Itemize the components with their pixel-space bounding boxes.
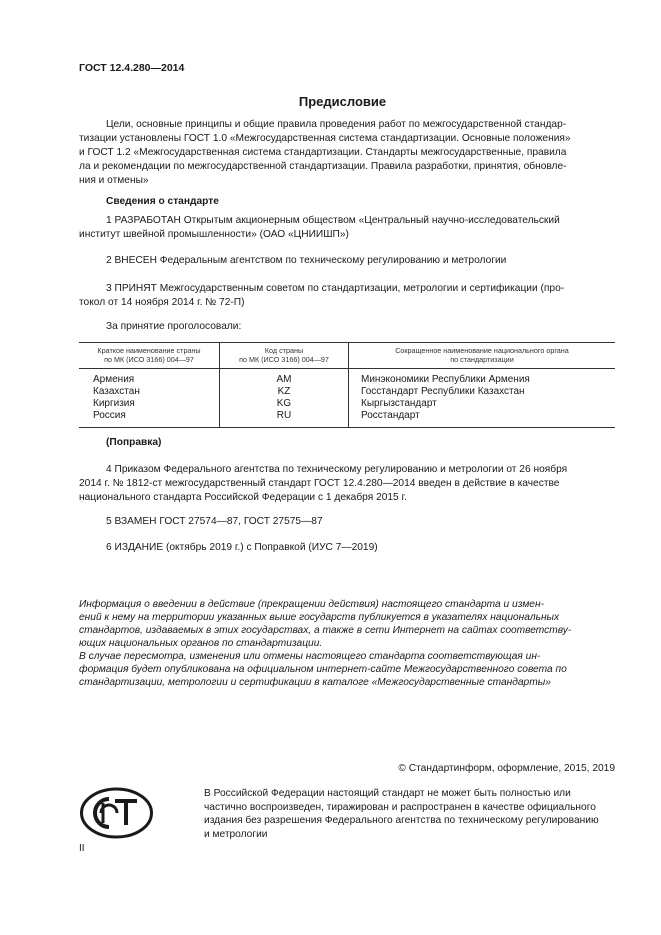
table-cell-org: Кыргызстандарт: [361, 398, 437, 409]
copyright-line: © Стандартинформ, оформление, 2015, 2019: [398, 763, 615, 774]
info-notice-paragraph: [79, 598, 615, 650]
country-name-column: [79, 369, 220, 428]
info-notice-line: Информация о введении в действие (прекращении действия) настоящего стандарта и измен-: [79, 599, 544, 610]
info-notice-line: ющих национальных органов по стандартизации.: [79, 638, 323, 649]
info-notice-line: ений к нему на территории указанных выше государств публикуется в указателях национальных: [79, 612, 560, 623]
table-cell-code: RU: [276, 410, 292, 421]
table-body-row: [79, 369, 615, 428]
item-5-replaces: 5 ВЗАМЕН ГОСТ 27574—87, ГОСТ 27575—87: [106, 516, 323, 527]
item-1-line: 1 РАЗРАБОТАН Открытым акционерным обществом «Центральный научно-исследовательский: [106, 215, 560, 226]
header-country-code: Код страны по МК (ИСО 3166) 004—97: [220, 343, 349, 369]
page-title: Предисловие: [298, 94, 387, 109]
national-body-column: [349, 369, 616, 428]
amendment-label: (Поправка): [106, 437, 162, 448]
revision-notice-line: формация будет опубликована на официальном интернет-сайте Межгосударственного совета по: [79, 664, 567, 675]
reproduction-notice-line: и метрологии: [204, 828, 268, 840]
item-3-line: 3 ПРИНЯТ Межгосударственным советом по стандартизации, метрологии и сертификации (про-: [106, 283, 565, 294]
item-6-edition: 6 ИЗДАНИЕ (октябрь 2019 г.) с Поправкой (ИУС 7—2019): [106, 542, 378, 553]
table-cell-org: Госстандарт Республики Казахстан: [361, 386, 525, 397]
item-4-line: 2014 г. № 1812-ст межгосударственный стандарт ГОСТ 12.4.280—2014 введен в действие в качестве: [79, 478, 560, 489]
page-number: II: [79, 843, 85, 854]
item-4-enactment: [79, 463, 615, 505]
country-code-column: [220, 369, 349, 428]
reproduction-notice: [204, 787, 615, 841]
intro-line: ния и отмены»: [79, 175, 149, 186]
header-national-body: Сокращенное наименование национального органа по стандартизации: [349, 343, 616, 369]
header-country-name: Краткое наименование страны по МК (ИСО 3166) 004—97: [79, 343, 220, 369]
table-cell-country: Армения: [93, 374, 135, 385]
intro-line: тизации установлены ГОСТ 1.0 «Межгосударственная система стандартизации. Основные положения»: [79, 133, 571, 144]
voting-countries-table: [79, 342, 615, 428]
intro-paragraph: [79, 118, 615, 188]
reproduction-notice-line: частично воспроизведен, тиражирован и распространен в качестве официального: [204, 801, 596, 813]
item-1-line: институт швейной промышленности» (ОАО «ЦНИИШП»): [79, 229, 349, 240]
intro-line: ла и рекомендации по межгосударственной стандартизации. Правила разработки, принятия, обновле-: [79, 161, 567, 172]
table-cell-code: KZ: [277, 386, 291, 397]
table-cell-code: AM: [276, 374, 292, 385]
item-4-line: национального стандарта Российской Федерации с 1 декабря 2015 г.: [79, 492, 407, 503]
reproduction-notice-line: издания без разрешения Федерального агентства по техническому регулированию: [204, 815, 599, 826]
info-notice-line: стандартов, издаваемых в этих государствах, а также в сети Интернет на сайтах соответству-: [79, 625, 572, 636]
item-2-submitted: 2 ВНЕСЕН Федеральным агентством по техническому регулированию и метрологии: [106, 255, 507, 266]
item-3-adopted: [79, 282, 615, 310]
item-3-line: токол от 14 ноября 2014 г. № 72-П): [79, 297, 245, 308]
revision-notice-line: стандартизации, метрологии и сертификации в каталоге «Межгосударственные стандарты»: [79, 677, 551, 688]
rst-certification-mark-icon: [79, 787, 154, 839]
revision-notice-line: В случае пересмотра, изменения или отмены настоящего стандарта соответствующая ин-: [79, 651, 541, 662]
item-1-developed: [79, 214, 615, 242]
intro-line: и ГОСТ 1.2 «Межгосударственная система стандартизации. Стандарты межгосударственные, правила: [79, 147, 567, 158]
revision-notice-paragraph: [79, 650, 615, 689]
table-cell-country: Киргизия: [93, 398, 135, 409]
reproduction-notice-line: В Российской Федерации настоящий стандарт не может быть полностью или: [204, 788, 571, 799]
voted-label: За принятие проголосовали:: [106, 321, 242, 332]
table-cell-code: KG: [276, 398, 292, 409]
table-cell-org: Минэкономики Республики Армения: [361, 374, 530, 385]
table-cell-country: Россия: [93, 410, 126, 421]
item-4-line: 4 Приказом Федерального агентства по техническому регулированию и метрологии от 26 ноября: [106, 464, 568, 475]
table-header-row: [79, 343, 615, 369]
intro-line: Цели, основные принципы и общие правила проведения работ по межгосударственной стандар-: [106, 119, 567, 130]
document-code-header: ГОСТ 12.4.280—2014: [79, 62, 185, 74]
table-cell-org: Росстандарт: [361, 410, 420, 421]
table-cell-country: Казахстан: [93, 386, 140, 397]
info-heading: Сведения о стандарте: [106, 196, 219, 207]
